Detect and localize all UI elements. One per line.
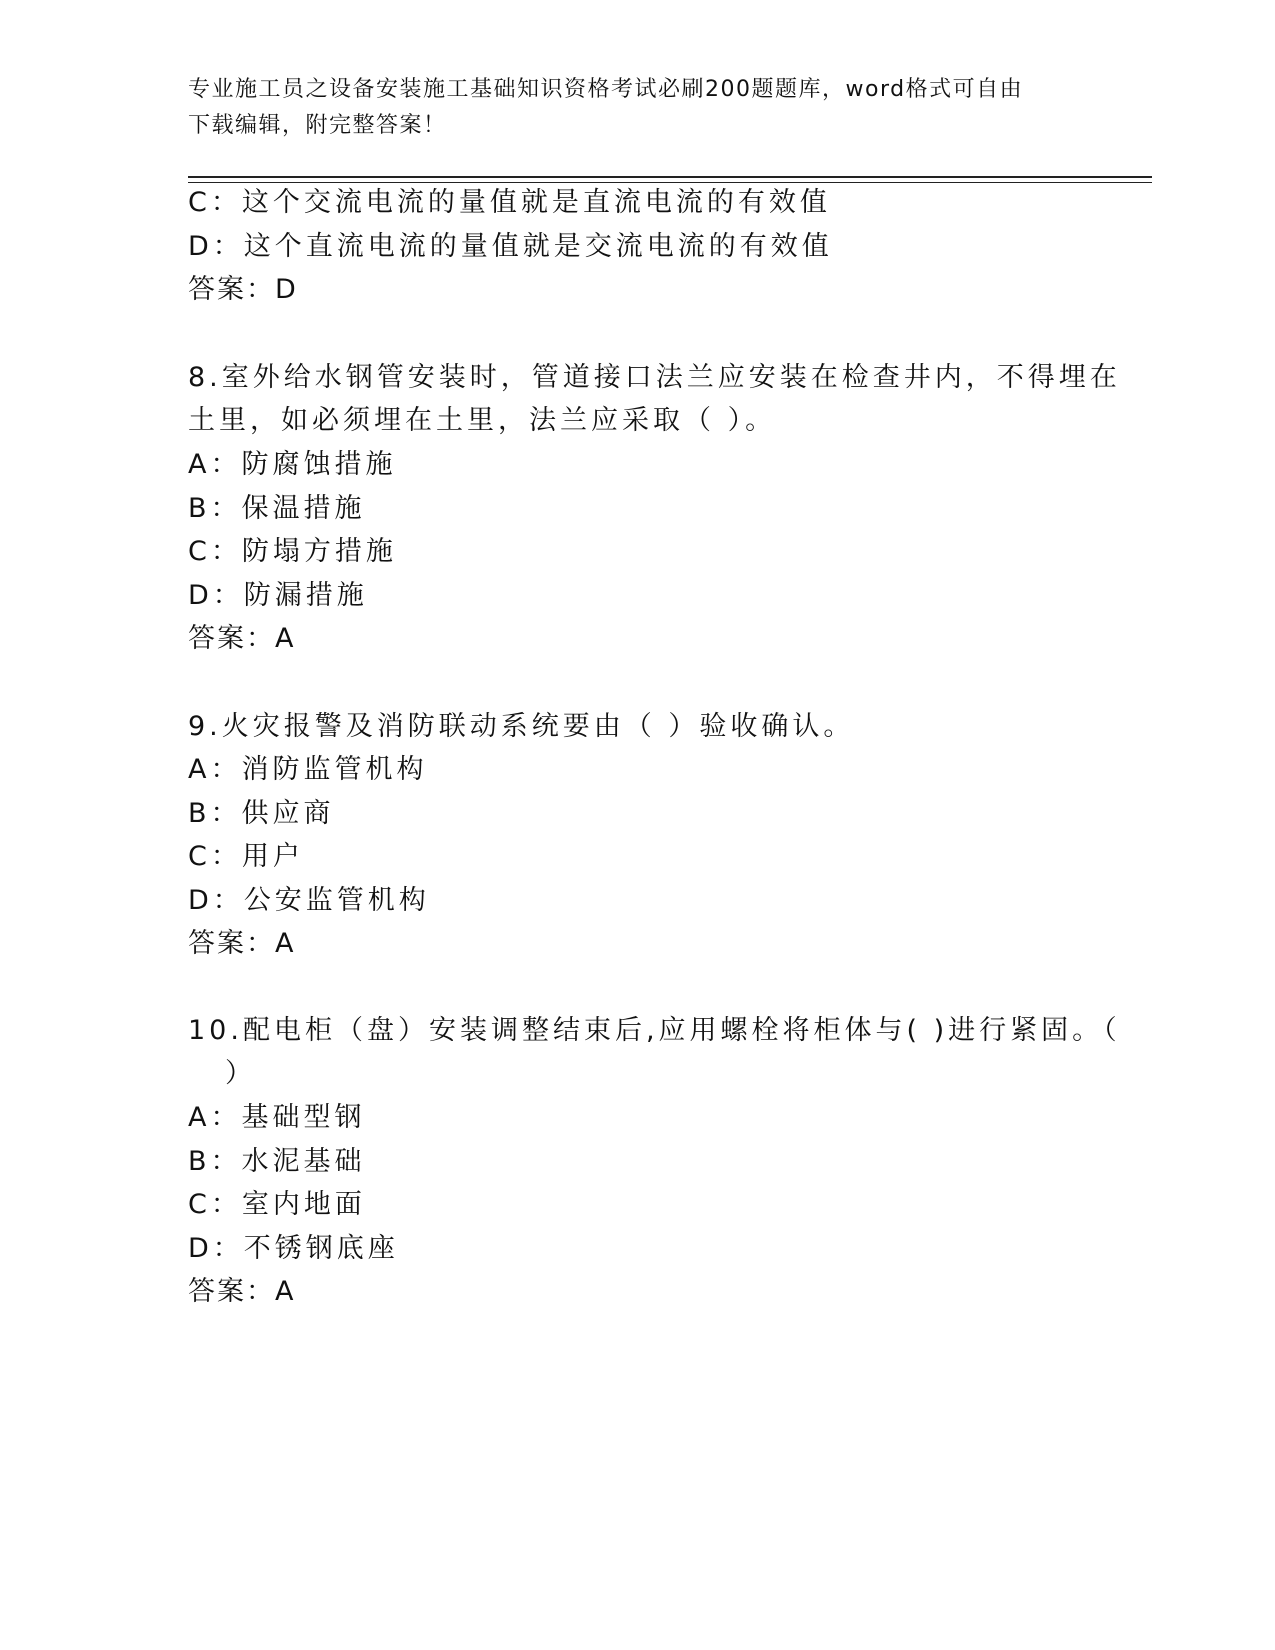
q10-answer: 答案：A xyxy=(188,1276,296,1307)
q8-answer: 答案：A xyxy=(188,623,296,654)
q10-option-d: D：不锈钢底座 xyxy=(188,1233,399,1264)
q9-option-a: A：消防监管机构 xyxy=(188,754,428,785)
q8-stem-line-1: 8.室外给水钢管安装时，管道接口法兰应安装在检查井内，不得埋在 xyxy=(188,362,1121,393)
q9-answer: 答案：A xyxy=(188,928,296,959)
q10-stem-line-1: 10.配电柜（盘）安装调整结束后,应用螺栓将柜体与( )进行紧固。（ xyxy=(188,1015,1121,1046)
prev-option-c: C：这个交流电流的量值就是直流电流的有效值 xyxy=(188,187,831,218)
q9-stem-line-1: 9.火灾报警及消防联动系统要由（ ）验收确认。 xyxy=(188,711,855,742)
q10-stem-line-2: ） xyxy=(225,1058,256,1089)
header-title-line-2: 下载编辑，附完整答案！ xyxy=(188,113,447,138)
q9-option-d: D：公安监管机构 xyxy=(188,885,430,916)
prev-option-d: D：这个直流电流的量值就是交流电流的有效值 xyxy=(188,231,833,262)
q8-stem-line-2: 土里，如必须埋在土里，法兰应采取（ ）。 xyxy=(188,405,777,436)
document-header xyxy=(188,72,1068,144)
header-divider-thick xyxy=(188,176,1152,178)
q8-option-d: D：防漏措施 xyxy=(188,580,368,611)
q9-option-b: B：供应商 xyxy=(188,798,335,829)
header-title-line-1: 专业施工员之设备安装施工基础知识资格考试必刷200题题库，word格式可自由 xyxy=(188,77,1024,102)
q10-option-c: C：室内地面 xyxy=(188,1189,366,1220)
q9-option-c: C：用户 xyxy=(188,841,304,872)
q10-option-b: B：水泥基础 xyxy=(188,1146,366,1177)
q10-option-a: A：基础型钢 xyxy=(188,1102,366,1133)
q8-option-a: A：防腐蚀措施 xyxy=(188,449,397,480)
q8-option-c: C：防塌方措施 xyxy=(188,536,397,567)
prev-answer: 答案：D xyxy=(188,274,298,305)
q8-option-b: B：保温措施 xyxy=(188,493,366,524)
